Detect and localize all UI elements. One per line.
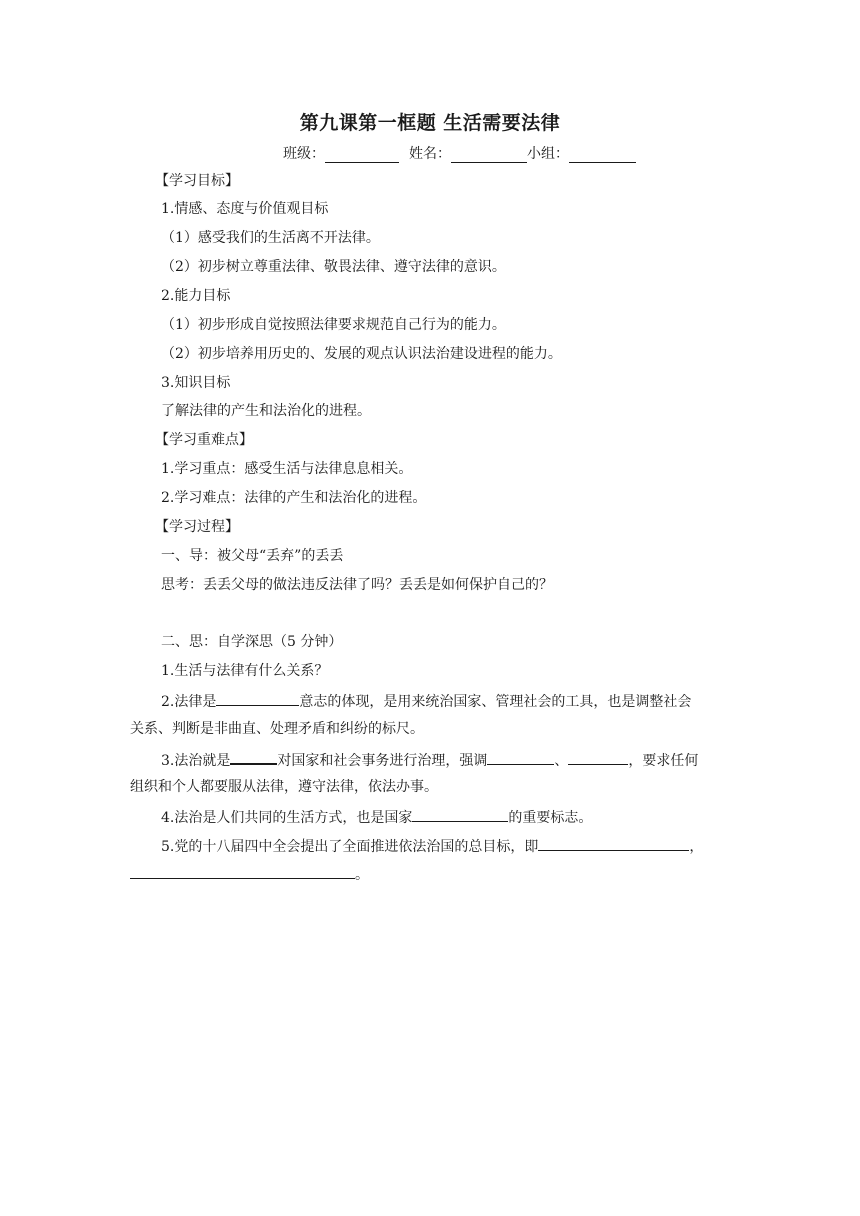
question-2-text-a: 2.法律是 [161, 694, 217, 710]
class-blank [325, 149, 399, 163]
name-blank [451, 149, 527, 163]
objective-group-3: 3.知识目标 [161, 375, 231, 391]
process-intro: 一、导：被父母“丢弃”的丢丢 [161, 548, 344, 564]
objective-1-item-1: （1）感受我们的生活离不开法律。 [161, 230, 380, 246]
name-label: 姓名： [409, 146, 451, 162]
question-3-text-d: ，要求任何 [628, 753, 699, 769]
question-5-text-a: 5.党的十八届四中全会提出了全面推进依法治国的总目标，即 [161, 839, 539, 855]
question-2 [161, 691, 691, 711]
group-blank [569, 149, 636, 163]
keypoints-heading: 【学习重难点】 [155, 432, 253, 448]
question-3-text-c: 、 [554, 753, 569, 769]
question-5-blank-1 [538, 836, 689, 851]
objective-2-item-2: （2）初步培养用历史的、发展的观点认识法治建设进程的能力。 [161, 346, 562, 362]
objective-2-item-1: （1）初步形成自觉按照法律要求规范自己行为的能力。 [161, 317, 506, 333]
self-study-heading: 二、思：自学深思（5 分钟） [161, 634, 343, 650]
question-2-blank [216, 691, 299, 706]
question-3-continued: 组织和个人都要服从法律，遵守法律，依法办事。 [130, 779, 438, 795]
question-3 [161, 749, 698, 770]
question-5-text-b: ， [689, 839, 704, 855]
student-info-row [283, 143, 636, 163]
keypoint-1: 1.学习重点：感受生活与法律息息相关。 [161, 461, 413, 477]
objectives-heading: 【学习目标】 [155, 173, 239, 189]
process-think: 思考：丢丢父母的做法违反法律了吗？丢丢是如何保护自己的？ [161, 577, 553, 593]
question-2-text-b: 意志的体现，是用来统治国家、管理社会的工具，也是调整社会 [299, 694, 692, 710]
question-5-continued [130, 864, 369, 884]
question-4-text-a: 4.法治是人们共同的生活方式，也是国家 [161, 810, 413, 826]
question-1: 1.生活与法律有什么关系？ [161, 663, 329, 679]
question-3-text-b: 对国家和社会事务进行治理，强调 [277, 753, 488, 769]
question-4 [161, 807, 592, 827]
question-5-text-c: 。 [355, 867, 369, 883]
question-5-blank-2 [130, 864, 355, 879]
keypoint-2: 2.学习难点：法律的产生和法治化的进程。 [161, 490, 427, 506]
objective-1-item-2: （2）初步树立尊重法律、敬畏法律、遵守法律的意识。 [161, 259, 506, 275]
objective-3-item-1: 了解法律的产生和法治化的进程。 [161, 403, 371, 419]
question-4-blank [412, 807, 508, 822]
process-heading: 【学习过程】 [155, 519, 239, 535]
objective-group-2: 2.能力目标 [161, 288, 231, 304]
question-3-text-a: 3.法治就是 [161, 753, 231, 769]
question-4-text-b: 的重要标志。 [508, 810, 593, 826]
question-5 [161, 836, 703, 856]
question-3-blank-3 [568, 750, 628, 765]
question-3-blank-2 [487, 750, 554, 765]
page-title: 第九课第一框题 生活需要法律 [299, 112, 561, 134]
objective-group-1: 1.情感、态度与价值观目标 [161, 201, 329, 217]
group-label: 小组： [527, 146, 569, 162]
question-3-blank-1 [230, 749, 277, 765]
question-2-continued: 关系、判断是非曲直、处理矛盾和纠纷的标尺。 [130, 721, 424, 737]
class-label: 班级： [283, 146, 325, 162]
